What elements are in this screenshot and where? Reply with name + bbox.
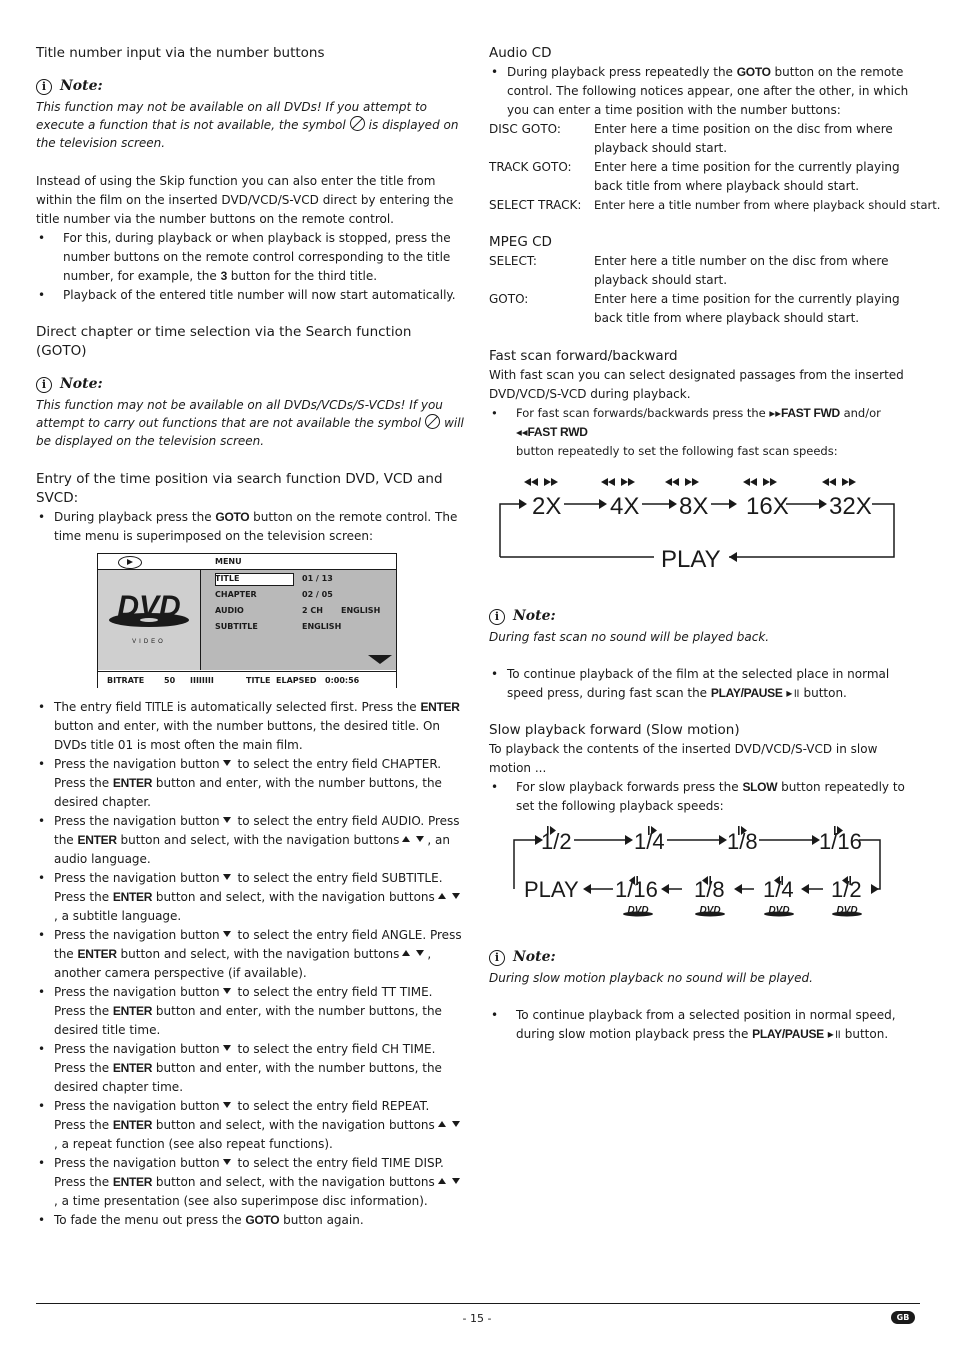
definition-term: GOTO: bbox=[489, 292, 529, 306]
text: and/or bbox=[843, 406, 881, 420]
footer-divider bbox=[36, 1303, 920, 1304]
arrow-head bbox=[583, 884, 591, 894]
arrow-down-icon bbox=[223, 1159, 231, 1165]
text: The entry field bbox=[54, 700, 142, 714]
dvd-logo-icon bbox=[764, 905, 794, 917]
elapsed-label: ELAPSED bbox=[276, 676, 317, 685]
note-text-part: This function may not be available on all DVDs! If you attempt to execute a function that is not available, the symbol bbox=[36, 100, 428, 132]
entry-field-list bbox=[36, 698, 464, 1230]
note-label: Note: bbox=[513, 949, 556, 965]
play-label: PLAY bbox=[661, 546, 721, 573]
bullet-list bbox=[489, 63, 921, 120]
definition-desc: Enter here a time position on the disc from where playback should start. bbox=[594, 122, 893, 155]
text: to select the entry field bbox=[237, 871, 378, 885]
heading-title-input: Title number input via the number buttons bbox=[36, 45, 325, 61]
text: For fast scan forwards/backwards press the bbox=[516, 406, 766, 420]
dvd-logo-icon bbox=[832, 905, 862, 917]
key-label: ENTER bbox=[112, 776, 153, 790]
play-icon bbox=[118, 556, 142, 569]
logo-text: DVD bbox=[117, 590, 181, 623]
field-name: CH TIME bbox=[381, 1042, 432, 1056]
list-item bbox=[36, 698, 464, 755]
text: For this, during playback or when playback is stopped, press the number buttons on the remote control corresponding to the title number, for example, the bbox=[63, 231, 451, 283]
key-label: GOTO bbox=[245, 1213, 280, 1227]
heading-slow-playback: Slow playback forward (Slow motion) bbox=[489, 722, 740, 738]
text: button and select, with the navigation buttons bbox=[155, 1175, 435, 1189]
definition-row bbox=[489, 290, 921, 328]
heading-mpeg-cd: MPEG CD bbox=[489, 234, 552, 250]
info-icon: i bbox=[36, 79, 52, 95]
fast-scan-diagram bbox=[489, 469, 909, 579]
list-item bbox=[489, 1006, 921, 1044]
speed-label: 1/16 bbox=[819, 829, 862, 854]
list-item bbox=[36, 1097, 464, 1154]
menu-row-label[interactable]: CHAPTER bbox=[215, 590, 257, 599]
definition-desc: Enter here a time position for the currently playing back title from where playback should start. bbox=[594, 292, 900, 325]
language-badge: GB bbox=[891, 1311, 915, 1324]
arrow-head bbox=[871, 884, 879, 894]
page-number: - 15 - bbox=[462, 1312, 492, 1325]
scroll-down-icon[interactable] bbox=[368, 655, 392, 664]
key-label: SLOW bbox=[742, 780, 778, 794]
arrow-down-icon bbox=[223, 988, 231, 994]
text: to select the entry field bbox=[237, 928, 378, 942]
left-column bbox=[36, 44, 464, 1230]
menu-row-label[interactable]: AUDIO bbox=[215, 606, 244, 615]
menu-row-value: 2 CH bbox=[302, 606, 323, 615]
key-label: ENTER bbox=[420, 700, 460, 714]
loop-line bbox=[500, 504, 519, 557]
text: Press the navigation button bbox=[54, 814, 220, 828]
note-text-part: will be displayed on the television screen. bbox=[36, 416, 464, 448]
text: button. bbox=[844, 1027, 889, 1041]
note-text bbox=[36, 396, 464, 450]
text: . Press the bbox=[54, 814, 460, 847]
scan-icon-group bbox=[822, 478, 856, 486]
text: is automatically selected first. Press the bbox=[176, 700, 417, 714]
arrow-up-icon bbox=[438, 1121, 446, 1127]
text: button and enter, with the number buttons, the desired title time. bbox=[54, 1004, 442, 1037]
arrow-head bbox=[519, 499, 527, 509]
svg-text:DVD: DVD bbox=[836, 905, 858, 916]
text: , an audio language. bbox=[54, 833, 450, 866]
dvd-logo-icon bbox=[623, 905, 653, 917]
heading-audio-cd: Audio CD bbox=[489, 45, 552, 61]
arrow-head bbox=[719, 835, 727, 845]
right-column bbox=[489, 44, 941, 1044]
slow-motion-diagram bbox=[489, 820, 909, 932]
bullet-list bbox=[36, 508, 464, 546]
info-icon: i bbox=[489, 609, 505, 625]
text: , a time presentation (see also superimpose disc information). bbox=[54, 1194, 428, 1208]
note-label: Note: bbox=[60, 376, 103, 392]
menu-header: MENU bbox=[215, 557, 242, 566]
arrow-head bbox=[801, 884, 809, 894]
list-item bbox=[36, 229, 464, 286]
definition-row bbox=[489, 252, 921, 290]
definition-term: DISC GOTO: bbox=[489, 122, 561, 136]
menu-figure bbox=[36, 546, 464, 698]
note-text-part: This function may not be available on all DVDs/VCDs/S-VCDs! If you attempt to carry out functions that are not available the symbol bbox=[36, 398, 443, 430]
arrow-head bbox=[669, 499, 677, 509]
arrow-up-icon bbox=[438, 1178, 446, 1184]
note-heading bbox=[489, 948, 921, 967]
text: Press the navigation button bbox=[54, 1042, 220, 1056]
bullet-list bbox=[489, 1006, 921, 1044]
text: To continue playback of the film at the selected place in normal speed press, during fast scan the bbox=[507, 667, 890, 700]
key-label: ENTER bbox=[112, 1118, 153, 1132]
definition-term: SELECT TRACK: bbox=[489, 198, 582, 212]
note-text-part: is displayed on the television screen. bbox=[36, 118, 459, 150]
scan-icon-group bbox=[665, 478, 699, 486]
menu-row-label[interactable]: SUBTITLE bbox=[215, 622, 258, 631]
text: button and enter, with the number buttons, the desired title. On DVDs title 01 is most often the main film. bbox=[54, 719, 441, 752]
text: . Press the bbox=[54, 928, 462, 961]
field-name: TIME DISP bbox=[381, 1156, 440, 1170]
scan-icon-group bbox=[743, 478, 777, 486]
arrow-down-icon bbox=[223, 1045, 231, 1051]
scan-icon-group bbox=[524, 478, 558, 486]
dvd-logo-icons bbox=[623, 905, 862, 917]
text: button again. bbox=[283, 1213, 364, 1227]
text: . Press the bbox=[54, 1042, 436, 1075]
menu-row-value: 02 / 05 bbox=[302, 590, 333, 599]
field-name: SUBTITLE bbox=[381, 871, 439, 885]
note-heading bbox=[489, 607, 921, 626]
menu-row-extra: ENGLISH bbox=[341, 606, 381, 615]
field-name: AUDIO bbox=[381, 814, 421, 828]
arrow-down-icon bbox=[452, 1178, 460, 1184]
scan-icons bbox=[524, 478, 856, 486]
speed-label: 1/2 bbox=[541, 829, 572, 854]
text: button on the remote control. The time menu is superimposed on the television screen: bbox=[54, 510, 458, 543]
note-text: During slow motion playback no sound will be played. bbox=[489, 971, 813, 985]
text: button and select, with the navigation buttons bbox=[120, 833, 400, 847]
text: button and enter, with the number buttons, the desired chapter time. bbox=[54, 1061, 442, 1094]
list-item bbox=[36, 1211, 464, 1230]
note-text: During fast scan no sound will be played back. bbox=[489, 630, 770, 644]
speed-label: 1/8 bbox=[694, 877, 725, 902]
arrow-up-icon bbox=[438, 893, 446, 899]
dvd-video-logo-icon bbox=[98, 570, 200, 670]
key-label: ENTER bbox=[112, 890, 153, 904]
arrow-down-icon bbox=[223, 817, 231, 823]
text: , a subtitle language. bbox=[54, 909, 182, 923]
speed-label: 8X bbox=[679, 493, 709, 520]
text: button repeatedly to set the following fast scan speeds: bbox=[516, 444, 838, 458]
play-pause-icon: ▸॥ bbox=[827, 1027, 841, 1041]
note-label: Note: bbox=[513, 608, 556, 624]
note-heading bbox=[36, 375, 464, 394]
list-item bbox=[36, 1154, 464, 1211]
speed-label: 16X bbox=[746, 493, 789, 520]
list-item bbox=[36, 1040, 464, 1097]
text: , a repeat function (see also repeat functions). bbox=[54, 1137, 333, 1151]
text: Press the navigation button bbox=[54, 1099, 220, 1113]
arrow-down-icon bbox=[416, 950, 424, 956]
note-heading bbox=[36, 77, 464, 96]
arrow-down-icon bbox=[223, 760, 231, 766]
text: to select the entry field bbox=[237, 814, 378, 828]
arrow-down-icon bbox=[452, 893, 460, 899]
text: During playback press the bbox=[54, 510, 212, 524]
prohibited-icon bbox=[425, 414, 440, 429]
text: to select the entry field bbox=[237, 1042, 378, 1056]
speed-label: 1/2 bbox=[831, 877, 862, 902]
fast-rewind-icon: ◂◂ bbox=[516, 425, 528, 439]
dvd-time-menu bbox=[97, 553, 397, 688]
definition-desc: Enter here a title number on the disc from where playback should start. bbox=[594, 254, 889, 287]
mpeg-cd-definitions bbox=[489, 252, 921, 328]
text: to select the entry field bbox=[237, 1099, 378, 1113]
arrow-head bbox=[729, 552, 737, 562]
text: . Press the bbox=[54, 985, 433, 1018]
speed-label: 1/16 bbox=[615, 877, 658, 902]
svg-text:DVD: DVD bbox=[768, 905, 790, 916]
heading-entry-time: Entry of the time position via search function DVD, VCD and SVCD: bbox=[36, 471, 443, 506]
text: button and select, with the navigation buttons bbox=[155, 890, 435, 904]
definition-desc: Enter here a time position for the currently playing back title from where playback should start. bbox=[594, 160, 900, 193]
speed-label: 1/4 bbox=[634, 829, 665, 854]
field-name: TITLE bbox=[145, 700, 174, 714]
arrow-down-icon bbox=[452, 1121, 460, 1127]
list-item bbox=[36, 812, 464, 869]
list-item bbox=[36, 869, 464, 926]
bullet-list bbox=[489, 665, 921, 703]
field-name: TT TIME bbox=[381, 985, 429, 999]
arrow-head bbox=[729, 499, 737, 509]
field-name: CHAPTER bbox=[381, 757, 438, 771]
key-label: PLAY/PAUSE bbox=[752, 1027, 824, 1041]
heading-fast-scan: Fast scan forward/backward bbox=[489, 348, 678, 364]
text: Press the navigation button bbox=[54, 928, 220, 942]
key-label: ENTER bbox=[112, 1004, 153, 1018]
list-item: • Playback of the entered title number will now start automatically. bbox=[36, 286, 464, 305]
note-label: Note: bbox=[60, 78, 103, 94]
arrow-up-icon bbox=[402, 950, 410, 956]
text: . Press the bbox=[54, 757, 442, 790]
menu-row-label[interactable]: TITLE bbox=[215, 574, 240, 583]
definition-row bbox=[489, 120, 921, 158]
list-item bbox=[36, 983, 464, 1040]
text: . Press the bbox=[54, 1099, 430, 1132]
list-item bbox=[36, 926, 464, 983]
text: Press the navigation button bbox=[54, 1156, 220, 1170]
status-title-label: TITLE bbox=[246, 676, 271, 685]
arrow-down-icon bbox=[416, 836, 424, 842]
bullet-list bbox=[489, 404, 921, 461]
text: button and enter, with the number buttons, the desired chapter. bbox=[54, 776, 442, 809]
key-label: ENTER bbox=[77, 947, 117, 961]
list-item bbox=[489, 778, 921, 816]
text: During playback press repeatedly the bbox=[507, 65, 733, 79]
paragraph: To playback the contents of the inserted DVD/VCD/S-VCD in slow motion ... bbox=[489, 742, 878, 775]
fast-forward-icon: ▸▸ bbox=[769, 406, 781, 420]
dvd-logo-panel bbox=[98, 570, 201, 670]
paragraph: Instead of using the Skip function you can also enter the title from within the film on the inserted DVD/VCD/S-VCD direct by entering the title number via the number buttons on the remote control. bbox=[36, 174, 454, 226]
bullet-list bbox=[36, 229, 464, 305]
heading-direct-chapter: Direct chapter or time selection via the Search function (GOTO) bbox=[36, 324, 412, 359]
audio-cd-definitions bbox=[489, 120, 941, 215]
key-label: GOTO bbox=[215, 510, 250, 524]
text: To fade the menu out press the bbox=[54, 1213, 242, 1227]
text: button on the remote control. The following notices appear, one after the other, in which you can enter a time position with the number buttons: bbox=[507, 65, 909, 117]
arrow-head bbox=[734, 884, 742, 894]
arrow-head bbox=[599, 499, 607, 509]
arrow-head bbox=[625, 835, 633, 845]
arrow-up-icon bbox=[402, 836, 410, 842]
menu-row-value: ENGLISH bbox=[302, 622, 342, 631]
speed-label: 2X bbox=[532, 493, 562, 520]
definition-desc: Enter here a title number from where playback should start. bbox=[594, 198, 941, 212]
menu-statusbar bbox=[98, 671, 396, 688]
speed-label: 32X bbox=[829, 493, 872, 520]
arrow-head bbox=[661, 884, 669, 894]
return-line bbox=[859, 840, 880, 889]
key-label: PLAY/PAUSE bbox=[710, 686, 783, 700]
definition-term: SELECT: bbox=[489, 254, 537, 268]
text: button. bbox=[803, 686, 847, 700]
field-name: REPEAT bbox=[381, 1099, 426, 1113]
scan-icon-group bbox=[601, 478, 635, 486]
text: To continue playback from a selected position in normal speed, during slow motion playback press the bbox=[516, 1008, 896, 1041]
speed-label: 1/8 bbox=[727, 829, 758, 854]
text: button repeatedly to set the following playback speeds: bbox=[516, 780, 905, 813]
bullet-list bbox=[489, 778, 921, 816]
key-label: ENTER bbox=[112, 1061, 153, 1075]
bitrate-bars: IIIIIIII bbox=[190, 676, 214, 685]
speed-label: 4X bbox=[610, 493, 640, 520]
arrow-down-icon bbox=[223, 931, 231, 937]
text: button and select, with the navigation buttons bbox=[155, 1118, 435, 1132]
arrow-down-icon bbox=[223, 1102, 231, 1108]
svg-text:DVD: DVD bbox=[699, 905, 721, 916]
text: . Press the bbox=[54, 1156, 444, 1189]
text: . Press the bbox=[54, 871, 443, 904]
list-item bbox=[36, 508, 464, 546]
svg-text:DVD: DVD bbox=[627, 905, 649, 916]
key-label: FAST FWD bbox=[780, 406, 840, 420]
menu-row-value: 01 / 13 bbox=[302, 574, 333, 583]
info-icon: i bbox=[489, 950, 505, 966]
arrow-down-icon bbox=[223, 874, 231, 880]
definition-term: TRACK GOTO: bbox=[489, 160, 572, 174]
text: Press the navigation button bbox=[54, 985, 220, 999]
text: Press the navigation button bbox=[54, 871, 220, 885]
note-text bbox=[36, 98, 464, 152]
logo-subtext: VIDEO bbox=[132, 639, 166, 645]
key-label: FAST RWD bbox=[527, 425, 588, 439]
play-label: PLAY bbox=[524, 877, 579, 902]
bitrate-value: 50 bbox=[164, 676, 176, 685]
elapsed-value: 0:00:56 bbox=[325, 676, 360, 685]
text: button and select, with the navigation buttons bbox=[120, 947, 400, 961]
field-name: ANGLE bbox=[381, 928, 423, 942]
paragraph: With fast scan you can select designated passages from the inserted DVD/VCD/S-VCD during playback. bbox=[489, 368, 904, 401]
dvd-logo-icon bbox=[695, 905, 725, 917]
text: , another camera perspective (if available). bbox=[54, 947, 432, 980]
key-label: ENTER bbox=[112, 1175, 153, 1189]
list-item bbox=[489, 665, 921, 703]
text: to select the entry field bbox=[237, 1156, 378, 1170]
info-icon: i bbox=[36, 377, 52, 393]
list-item bbox=[489, 404, 921, 461]
definition-row bbox=[489, 158, 921, 196]
prohibited-icon bbox=[350, 116, 365, 131]
text: to select the entry field bbox=[237, 985, 378, 999]
text: For slow playback forwards press the bbox=[516, 780, 739, 794]
key-label: 3 bbox=[220, 269, 227, 283]
list-item bbox=[36, 755, 464, 812]
definition-row bbox=[489, 196, 941, 215]
key-label: ENTER bbox=[77, 833, 117, 847]
text: Press the navigation button bbox=[54, 757, 220, 771]
text: to select the entry field bbox=[237, 757, 378, 771]
speed-label: 1/4 bbox=[763, 877, 794, 902]
list-item bbox=[489, 63, 921, 120]
arrow-head bbox=[819, 499, 827, 509]
play-pause-icon: ▸॥ bbox=[786, 686, 800, 700]
key-label: GOTO bbox=[736, 65, 771, 79]
text: button for the third title. bbox=[230, 269, 378, 283]
menu-topbar bbox=[98, 554, 396, 570]
bitrate-label: BITRATE bbox=[107, 676, 145, 685]
